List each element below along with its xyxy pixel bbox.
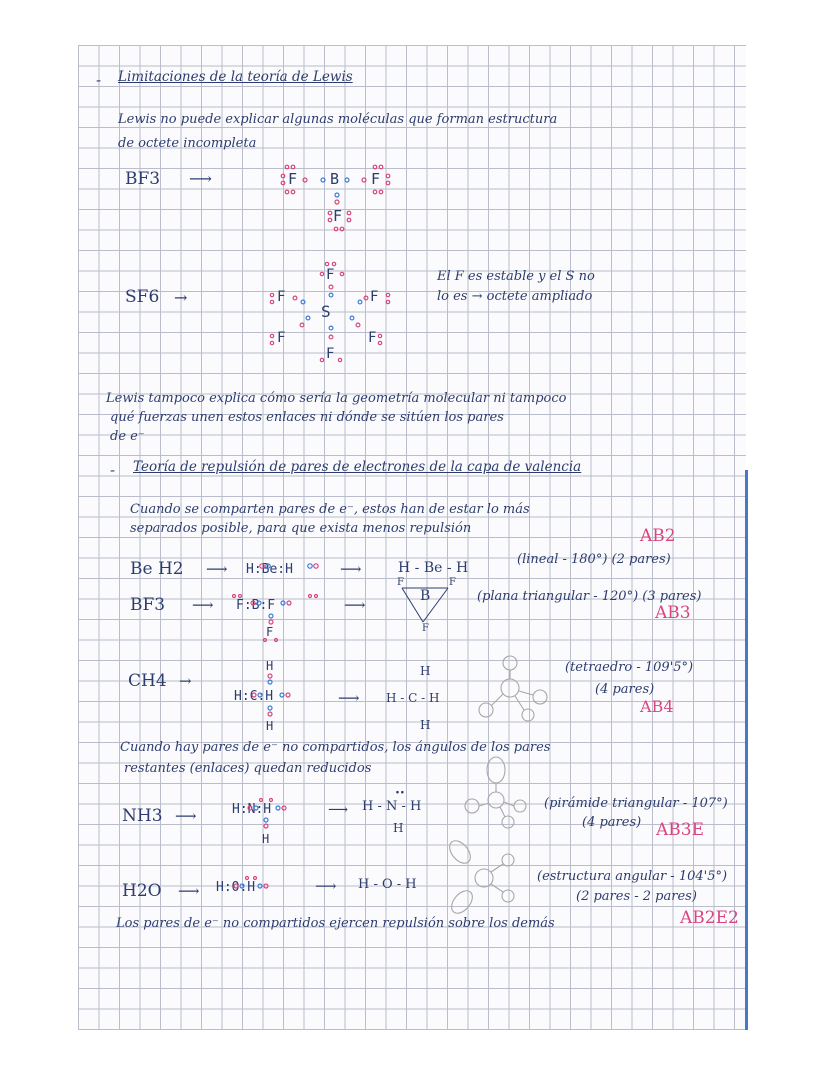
- lewis-limit-line1: Lewis tampoco explica cómo sería la geometría molecular ni tampoco: [106, 391, 567, 406]
- beh2-label: Be H2: [130, 559, 184, 579]
- closing-statement: Los pares de e⁻ no compartidos ejercen repulsión sobre los demás: [116, 916, 555, 931]
- ch4-struct-bottom: H: [420, 718, 431, 732]
- sf6-atom-f-top: F: [326, 267, 335, 283]
- ab3e-tag: AB3E: [656, 820, 704, 840]
- arrow-icon: ⟶: [340, 560, 362, 578]
- section1-intro-line1: Lewis no puede explicar algunas moléculas que forman estructura: [118, 112, 558, 127]
- bf3-vsepr-bonds: [402, 588, 448, 622]
- h2o-note-line2: (2 pares - 2 pares): [576, 889, 697, 904]
- bf3-atom-f-right: F: [371, 170, 381, 188]
- ch4-label: CH4: [128, 671, 167, 691]
- beh2-note: (lineal - 180°) (2 pares): [517, 552, 671, 567]
- nh3-electron-dots: [248, 799, 286, 829]
- arrow-icon: ⟶: [328, 802, 349, 818]
- section2-intro-line1: Cuando se comparten pares de e⁻, estos han de estar lo más: [130, 502, 530, 517]
- ch4-note-line2: (4 pares): [595, 682, 655, 697]
- bf3-vsepr-lewis-bottom: F: [266, 625, 274, 639]
- bf3-vsepr-label: BF3: [130, 595, 166, 615]
- sf6-electron-dots: [270, 262, 389, 361]
- h2o-label: H2O: [122, 881, 162, 901]
- ch4-lewis: H:C:H: [234, 689, 274, 704]
- beh2-electron-dots: [260, 564, 318, 568]
- ab2e2-tag: AB2E2: [680, 908, 739, 928]
- lewis-limit-line3: de e⁻: [110, 429, 145, 444]
- h2o-lewis: H:O:H: [216, 880, 256, 895]
- bf3-electron-dots: [281, 165, 390, 231]
- bf3-vsepr-f-bottom: F: [422, 623, 429, 634]
- bf3-vsepr-f-top-right: F: [449, 577, 456, 588]
- arrow-icon: ⟶: [206, 560, 228, 578]
- ch4-lewis-top: H: [266, 659, 274, 673]
- bf3-vsepr-note: (plana triangular - 120°) (3 pares): [477, 589, 702, 604]
- nh3-3d-sketch: [465, 757, 526, 828]
- nh3-structure: H - N - H: [362, 799, 422, 814]
- sf6-label: SF6: [125, 287, 160, 307]
- section1-intro-line2: de octete incompleta: [118, 136, 257, 151]
- nh3-lewis-bottom: H: [262, 832, 270, 846]
- h2o-note-line1: (estructura angular - 104'5°): [537, 869, 728, 884]
- nh3-lone-pair: ··: [395, 785, 405, 801]
- nh3-note-line1: (pirámide triangular - 107°): [544, 796, 728, 811]
- arrow-icon: ⟶: [175, 807, 197, 825]
- bf3-atom-f-left: F: [288, 170, 298, 188]
- ch4-lewis-bottom: H: [266, 719, 274, 733]
- sf6-note-line1: El F es estable y el S no: [437, 269, 595, 284]
- ab2-tag: AB2: [640, 526, 676, 546]
- nh3-note-line2: (4 pares): [582, 815, 642, 830]
- beh2-lewis: H:Be:H: [246, 562, 293, 577]
- h2o-structure: H - O - H: [358, 877, 417, 892]
- ab4-tag: AB4: [640, 697, 674, 716]
- sf6-atom-f-bottom: F: [326, 346, 335, 362]
- lone-pairs-line2: restantes (enlaces) quedan reducidos: [124, 761, 372, 776]
- arrow-icon: ⟶: [344, 596, 366, 614]
- arrow-icon: →: [179, 672, 192, 690]
- bf3-vsepr-dots: [233, 595, 318, 642]
- sf6-atom-f-left: F: [277, 289, 286, 305]
- sf6-atom-f-bottom-right: F: [368, 330, 377, 346]
- section2-title: Teoría de repulsión de pares de electrones de la capa de valencia: [133, 459, 582, 475]
- lewis-limit-line2: qué fuerzas unen estos enlaces ni dónde se sitúen los pares: [110, 410, 504, 425]
- nh3-struct-bottom: H: [393, 821, 404, 835]
- bf3-atom-b: B: [330, 170, 340, 188]
- bf3-atom-f-bottom: F: [333, 207, 343, 225]
- h2o-electron-dots: [234, 877, 268, 889]
- ch4-note-line1: (tetraedro - 109'5°): [565, 660, 694, 675]
- arrow-icon: ⟶: [178, 882, 200, 900]
- arrow-icon: ⟶: [338, 689, 360, 707]
- lone-pairs-line1: Cuando hay pares de e⁻ no compartidos, los ángulos de los pares: [120, 740, 551, 755]
- bf3-vsepr-center: B: [420, 588, 431, 604]
- section2-dash: -: [110, 461, 116, 479]
- ab3-tag: AB3: [655, 603, 691, 623]
- nh3-label: NH3: [122, 806, 163, 826]
- bf3-label: BF3: [125, 169, 161, 189]
- sf6-atom-f-right: F: [370, 289, 379, 305]
- bf3-vsepr-lewis: F:B:F: [236, 598, 276, 613]
- arrow-icon: ⟶: [192, 596, 214, 614]
- ch4-3d-sketch: [479, 656, 547, 721]
- arrow-icon: ⟶: [189, 169, 212, 188]
- ch4-struct-middle: H - C - H: [386, 691, 440, 705]
- nh3-lewis: H:N:H: [232, 802, 272, 817]
- arrow-icon: →: [174, 288, 188, 307]
- sf6-atom-f-bottom-left: F: [277, 330, 286, 346]
- section2-intro-line2: separados posible, para que exista menos repulsión: [130, 521, 472, 536]
- section1-title: Limitaciones de la teoría de Lewis: [118, 69, 353, 85]
- beh2-structure: H - Be - H: [398, 560, 469, 576]
- arrow-icon: ⟶: [315, 877, 337, 895]
- sf6-note-line2: lo es → octete ampliado: [437, 289, 593, 304]
- sf6-atom-s: S: [321, 302, 331, 321]
- bf3-vsepr-f-top-left: F: [397, 577, 404, 588]
- section1-dash: -: [96, 71, 102, 89]
- h2o-3d-sketch: [446, 837, 514, 917]
- ch4-struct-top: H: [420, 664, 431, 678]
- ch4-electron-dots: [252, 674, 290, 716]
